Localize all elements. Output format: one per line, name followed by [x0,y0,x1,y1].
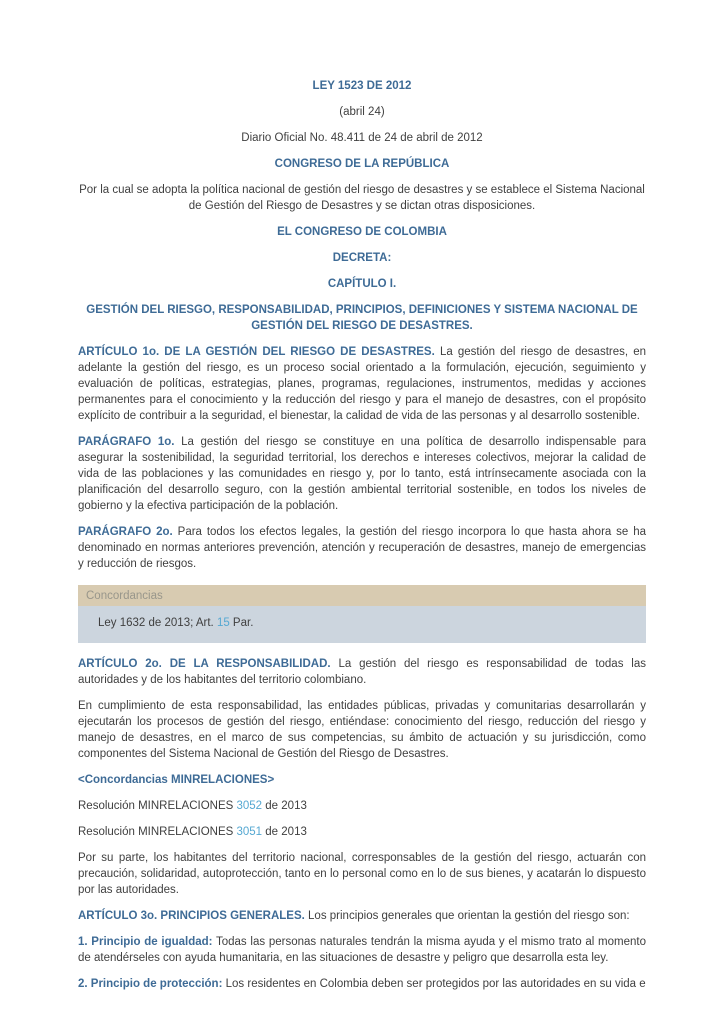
decreta-heading: DECRETA: [332,252,392,264]
concordancias-box-header: Concordancias [78,585,646,606]
minrelaciones-heading-text: <Concordancias MINRELACIONES> [78,774,275,786]
principle-1-paragraph [78,934,646,966]
paragrafo-1-lead: PARÁGRAFO 1o. [78,436,175,448]
principle-1-text: Todas las personas naturales tendrán la misma ayuda y el mismo trato al momento de atendérseles con ayuda humanitaria, en las situaciones de desastre y peligro que desarrolla esta ley. [78,936,646,964]
congress-body-heading: EL CONGRESO DE COLOMBIA [277,226,447,238]
concordancias-entry-suffix: Par. [229,617,254,629]
paragrafo-2-lead: PARÁGRAFO 2o. [78,526,173,538]
minrelaciones-heading [78,772,646,788]
compliance-paragraph: En cumplimiento de esta responsabilidad, las entidades públicas, privadas y comunitarias desarrollarán y ejecutarán los procesos de gestión del riesgo, entiéndase: conocimiento del riesgo, reducción del riesgo y manejo de desastres, en el marco de sus competencias, su ámbito de actuación y su jurisdicción, como componentes del Sistema Nacional de Gestión del Riesgo de Desastres. [78,700,646,760]
concordancias-article-link[interactable]: 15 [216,617,230,629]
paragrafo-2-text: Para todos los efectos legales, la gestión del riesgo incorpora lo que hasta ahora se ha denominado en normas anteriores prevención, atención y recuperación de desastres, manejo de emergencias y reducción de riesgos. [78,526,646,570]
paragrafo-1-text: La gestión del riesgo se constituye en una política de desarrollo indispensable para asegurar la sostenibilidad, la seguridad territorial, los derechos e intereses colectivos, mejorar la calidad de vida de las poblaciones y las comunidades en riesgo y, por lo tanto, está intrínsecamente asociada con la planificación del desarrollo seguro, con la gestión ambiental territorial sostenible, en todos los niveles de gobierno y la efectiva participación de la población. [78,436,646,512]
principle-1-lead: 1. Principio de igualdad: [78,936,213,948]
article-1-lead: ARTÍCULO 1o. DE LA GESTIÓN DEL RIESGO DE DESASTRES. [78,346,435,358]
principle-2-paragraph [78,976,646,992]
article-3-text: Los principios generales que orientan la gestión del riesgo son: [308,910,630,922]
article-2-text: La gestión del riesgo es responsabilidad de todas las autoridades y de los habitantes del territorio colombiano. [78,658,646,686]
resolution-3052-link[interactable]: 3052 [236,800,263,812]
article-1-text: La gestión del riesgo de desastres, en adelante la gestión del riesgo, es un proceso social orientado a la formulación, ejecución, seguimiento y evaluación de políticas, estrategias, planes, programas, regulaciones, instrumentos, medidas y acciones permanentes para el conocimiento y la reducción del riesgo y para el manejo de desastres, con el propósito explícito de contribuir a la seguridad, el bienestar, la calidad de vida de las personas y al desarrollo sostenible. [78,346,646,422]
principle-2-lead: 2. Principio de protección: [78,978,223,990]
congress-heading: CONGRESO DE LA REPÚBLICA [274,158,450,170]
resolution-3051-suffix: de 2013 [262,826,307,838]
paragrafo-1-paragraph [78,434,646,514]
article-1-paragraph [78,344,646,424]
article-3-lead: ARTÍCULO 3o. PRINCIPIOS GENERALES. [78,910,305,922]
concordancias-box-entry [78,606,646,643]
gazette-line: Diario Oficial No. 48.411 de 24 de abril de 2012 [241,132,483,144]
preamble-text: Por la cual se adopta la política nacional de gestión del riesgo de desastres y se establece el Sistema Nacional de Gestión del Riesgo de Desastres y se dictan otras disposiciones. [79,184,645,212]
article-2-lead: ARTÍCULO 2o. DE LA RESPONSABILIDAD. [78,658,331,670]
resolution-3052-line [78,798,646,814]
law-title: LEY 1523 DE 2012 [312,80,412,92]
concordancias-box [78,585,646,643]
resolution-3051-link[interactable]: 3051 [236,826,263,838]
paragrafo-2-paragraph [78,524,646,572]
date-line: (abril 24) [339,106,385,118]
principle-2-text: Los residentes en Colombia deben ser protegidos por las autoridades en su vida e [225,978,646,990]
resolution-3052-suffix: de 2013 [262,800,307,812]
resolution-3051-prefix: Resolución MINRELACIONES [78,826,237,838]
article-2-paragraph [78,656,646,688]
resolution-3051-line [78,824,646,840]
resolution-3052-prefix: Resolución MINRELACIONES [78,800,237,812]
article-3-paragraph [78,908,646,924]
chapter-number-heading: CAPÍTULO I. [327,278,397,290]
inhabitants-paragraph: Por su parte, los habitantes del territorio nacional, corresponsables de la gestión del riesgo, actuarán con precaución, solidaridad, autoprotección, tanto en lo personal como en lo de sus bienes, y acatarán lo dispuesto por las autoridades. [78,852,646,896]
chapter-title-heading: GESTIÓN DEL RIESGO, RESPONSABILIDAD, PRINCIPIOS, DEFINICIONES Y SISTEMA NACIONAL DE GESTIÓN DEL RIESGO DE DESASTRES. [86,304,638,332]
concordancias-entry-prefix: Ley 1632 de 2013; Art. [98,617,217,629]
